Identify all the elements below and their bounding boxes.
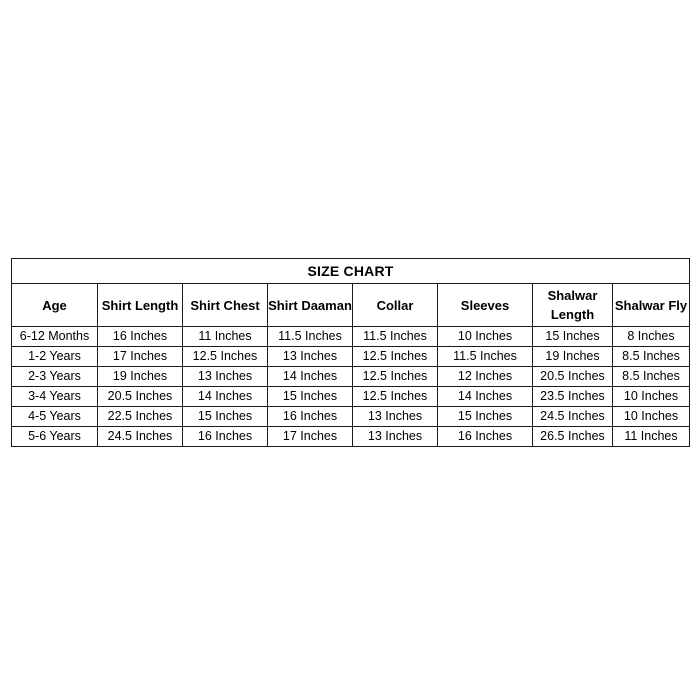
measurement-cell: 20.5 Inches [98, 387, 183, 407]
measurement-cell: 8 Inches [613, 327, 690, 347]
measurement-cell: 16 Inches [268, 407, 353, 427]
measurement-cell: 13 Inches [268, 347, 353, 367]
measurement-cell: 12.5 Inches [353, 347, 438, 367]
measurement-cell: 8.5 Inches [613, 347, 690, 367]
age-cell: 3-4 Years [12, 387, 98, 407]
measurement-cell: 16 Inches [98, 327, 183, 347]
measurement-cell: 11 Inches [183, 327, 268, 347]
age-cell: 1-2 Years [12, 347, 98, 367]
size-chart [11, 258, 689, 447]
measurement-cell: 12.5 Inches [183, 347, 268, 367]
measurement-cell: 11.5 Inches [268, 327, 353, 347]
age-cell: 5-6 Years [12, 427, 98, 447]
measurement-cell: 24.5 Inches [98, 427, 183, 447]
measurement-cell: 16 Inches [183, 427, 268, 447]
column-header-collar: Collar [353, 284, 438, 327]
measurement-cell: 20.5 Inches [533, 367, 613, 387]
measurement-cell: 14 Inches [183, 387, 268, 407]
measurement-cell: 17 Inches [268, 427, 353, 447]
measurement-cell: 11.5 Inches [438, 347, 533, 367]
measurement-cell: 10 Inches [613, 387, 690, 407]
measurement-cell: 13 Inches [183, 367, 268, 387]
size-chart-table [11, 258, 690, 447]
size-chart-title: SIZE CHART [12, 259, 690, 284]
column-header-sleeves: Sleeves [438, 284, 533, 327]
table-row [12, 327, 690, 347]
measurement-cell: 15 Inches [268, 387, 353, 407]
measurement-cell: 12.5 Inches [353, 387, 438, 407]
measurement-cell: 14 Inches [268, 367, 353, 387]
measurement-cell: 15 Inches [533, 327, 613, 347]
measurement-cell: 19 Inches [98, 367, 183, 387]
age-cell: 4-5 Years [12, 407, 98, 427]
table-row [12, 407, 690, 427]
size-chart-body [12, 327, 690, 447]
measurement-cell: 22.5 Inches [98, 407, 183, 427]
column-header-shirt-length: Shirt Length [98, 284, 183, 327]
column-header-shalwar-fly: Shalwar Fly [613, 284, 690, 327]
measurement-cell: 12.5 Inches [353, 367, 438, 387]
measurement-cell: 12 Inches [438, 367, 533, 387]
measurement-cell: 11 Inches [613, 427, 690, 447]
header-row [12, 284, 690, 327]
title-row [12, 259, 690, 284]
measurement-cell: 11.5 Inches [353, 327, 438, 347]
column-header-age: Age [12, 284, 98, 327]
column-header-shirt-chest: Shirt Chest [183, 284, 268, 327]
measurement-cell: 10 Inches [613, 407, 690, 427]
measurement-cell: 13 Inches [353, 407, 438, 427]
measurement-cell: 8.5 Inches [613, 367, 690, 387]
measurement-cell: 17 Inches [98, 347, 183, 367]
age-cell: 6-12 Months [12, 327, 98, 347]
measurement-cell: 15 Inches [183, 407, 268, 427]
measurement-cell: 13 Inches [353, 427, 438, 447]
column-header-shalwar-length: Shalwar Length [533, 284, 613, 327]
measurement-cell: 14 Inches [438, 387, 533, 407]
table-row [12, 367, 690, 387]
measurement-cell: 26.5 Inches [533, 427, 613, 447]
measurement-cell: 24.5 Inches [533, 407, 613, 427]
table-row [12, 427, 690, 447]
age-cell: 2-3 Years [12, 367, 98, 387]
column-header-shirt-daaman: Shirt Daaman [268, 284, 353, 327]
table-row [12, 387, 690, 407]
measurement-cell: 15 Inches [438, 407, 533, 427]
measurement-cell: 16 Inches [438, 427, 533, 447]
measurement-cell: 19 Inches [533, 347, 613, 367]
measurement-cell: 23.5 Inches [533, 387, 613, 407]
measurement-cell: 10 Inches [438, 327, 533, 347]
table-row [12, 347, 690, 367]
